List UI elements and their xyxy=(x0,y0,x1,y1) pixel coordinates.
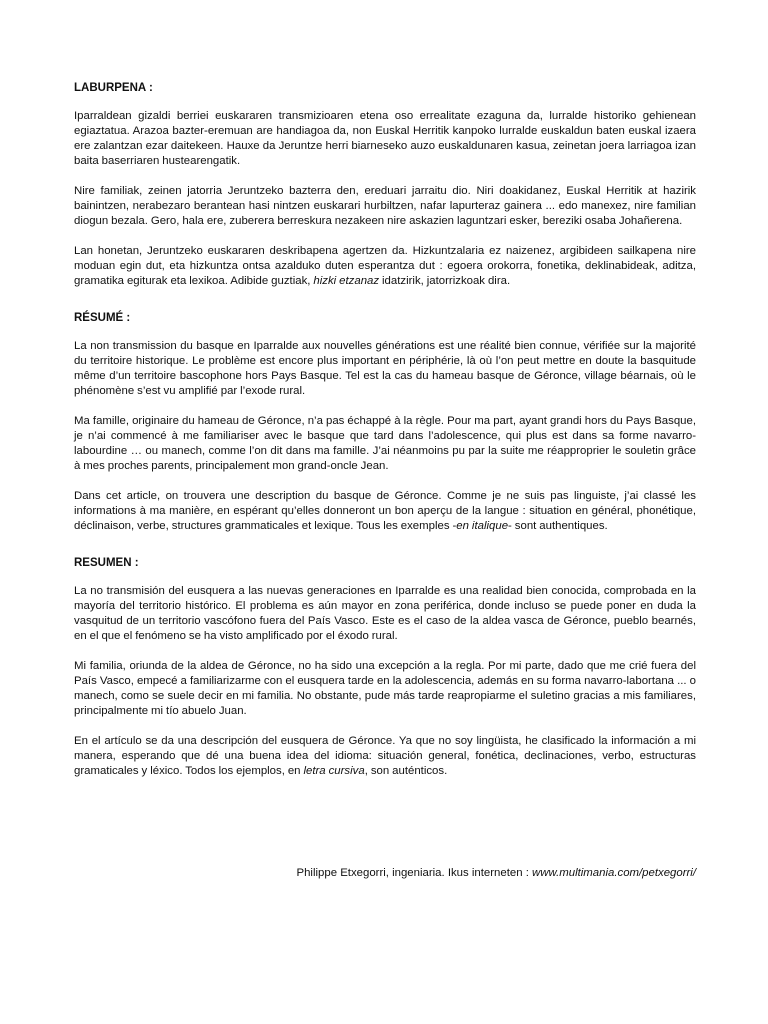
paragraph xyxy=(74,339,696,399)
text-segment: Mi familia, oriunda de la aldea de Géronce, no ha sido una excepción a la regla. Por mi parte, dado que me crié fuera del País Vasco, empecé a familiarizarme con el eusquera tarde en la adolescencia, además en su forma navarro-labortana ... o manech, como se suele decir en mi familia. No obstante, pude más tarde reapropiarme el suletino gracias a mis familiares, principalmente mi tío abuelo Juan. xyxy=(74,660,696,717)
text-segment: , son auténticos. xyxy=(364,765,448,777)
paragraph xyxy=(74,734,696,779)
document-body xyxy=(74,81,696,794)
paragraph xyxy=(74,109,696,169)
text-segment: - sont authentiques. xyxy=(508,520,608,532)
signature-text: Philippe Etxegorri, ingeniaria. Ikus interneten : xyxy=(296,867,533,879)
text-segment: En el artículo se da una descripción del eusquera de Géronce. Ya que no soy lingüista, he clasificado la información a mi manera, esperando que dé una buena idea del idioma: situación general, fonética, declinaciones, verbo, estructuras gramaticales y léxico. Todos los ejemplos, en xyxy=(74,735,696,777)
text-segment: La non transmission du basque en Iparralde aux nouvelles générations est une réalité bien connue, vérifiée sur la majorité du territoire historique. Le problème est encore plus important en périphérie, là où l’on peut mettre en doute la basquitude même d’un territoire bascophone hors Pays Basque. Tel est la cas du hameau basque de Géronce, village béarnais, où le phénomène s’est vu amplifié par l’exode rural. xyxy=(74,340,696,397)
text-segment: La no transmisión del eusquera a las nuevas generaciones en Iparralde es una realidad bien conocida, comprobada en la mayoría del territorio histórico. El problema es aún mayor en zona periférica, donde incluso se puede poner en duda la vasquitud de un territorio vascófono fuera del País Vasco. Este es el caso de la aldea vasca de Géronce, pueblo bearnés, en el que el fenómeno se ha visto amplificado por el éxodo rural. xyxy=(74,585,696,642)
section-heading: RESUMEN : xyxy=(74,557,139,569)
italic-text-segment: letra cursiva xyxy=(303,765,365,777)
section-heading: RÉSUMÉ : xyxy=(74,312,131,324)
section-resumen xyxy=(74,556,696,779)
paragraph xyxy=(74,584,696,644)
text-segment: Ma famille, originaire du hameau de Géronce, n’a pas échappé à la règle. Pour ma part, ayant grandi hors du Pays Basque, je n’ai commencé à me familiariser avec le basque que tard dans l’adolescence, qui plus est dans sa forme navarro-labourdine … ou manech, comme l’on dit dans ma famille. J’ai néanmoins pu par la suite me réapproprier le souletin grâce à mes proches parents, principalement mon grand-oncle Jean. xyxy=(74,415,696,472)
italic-text-segment: hizki etzanaz xyxy=(313,275,380,287)
section-resume xyxy=(74,311,696,534)
section-laburpena xyxy=(74,81,696,289)
text-segment: Iparraldean gizaldi berriei euskararen transmizioaren etena oso errealitate ezaguna da, lurralde historiko gehienean egiaztatua. Arazoa bazter-eremuan are handiagoa da, non Euskal Herritik kanpoko lurralde euskaldun baten euskal izaera ere zalantzan ezar daitekeen. Hauxe da Jeruntze herri biarneseko auzo euskaldunaren kasua, zeinetan joera larriagoa izan baita baserriaren hustearengatik. xyxy=(74,110,696,167)
paragraph xyxy=(74,184,696,229)
text-segment: Dans cet article, on trouvera une description du basque de Géronce. Comme je ne suis pas linguiste, j’ai classé les informations à ma manière, en espérant qu’elles donneront un bon aperçu de la langue : situation en général, phonétique, déclinaison, verbe, structures grammaticales et lexique. Tous les exemples - xyxy=(74,490,696,532)
paragraph xyxy=(74,244,696,289)
section-heading: LABURPENA : xyxy=(74,82,153,94)
author-signature xyxy=(297,866,697,881)
text-segment: Nire familiak, zeinen jatorria Jeruntzeko bazterra den, ereduari jarraitu dio. Niri doakidanez, Euskal Herritik at hazirik bainintzen, nerabezaro berantean hasi nintzen euskarari hurbiltzen, nafar lapurteraz gainera ... edo manexez, nire familian diogun bezala. Gero, hala ere, zuberera berreskura nezakeen nire askazien laguntzari esker, bereziki osaba Johañerena. xyxy=(74,185,696,227)
text-segment: Lan honetan, Jeruntzeko euskararen deskribapena agertzen da. Hizkuntzalaria ez naizenez, argibideen sailkapena nire moduan egin dut, eta hizkuntza ontsa azalduko duten esperantza dut : egoera orokorra, fonetika, deklinabideak, aditza, gramatika egiturak eta lexikoa. Adibide guztiak, xyxy=(74,245,696,287)
paragraph xyxy=(74,414,696,474)
website-url: www.multimania.com/petxegorri/ xyxy=(532,867,696,879)
paragraph xyxy=(74,659,696,719)
italic-text-segment: en italique xyxy=(456,520,509,532)
text-segment: idatzirik, jatorrizkoak dira. xyxy=(379,275,511,287)
paragraph xyxy=(74,489,696,534)
